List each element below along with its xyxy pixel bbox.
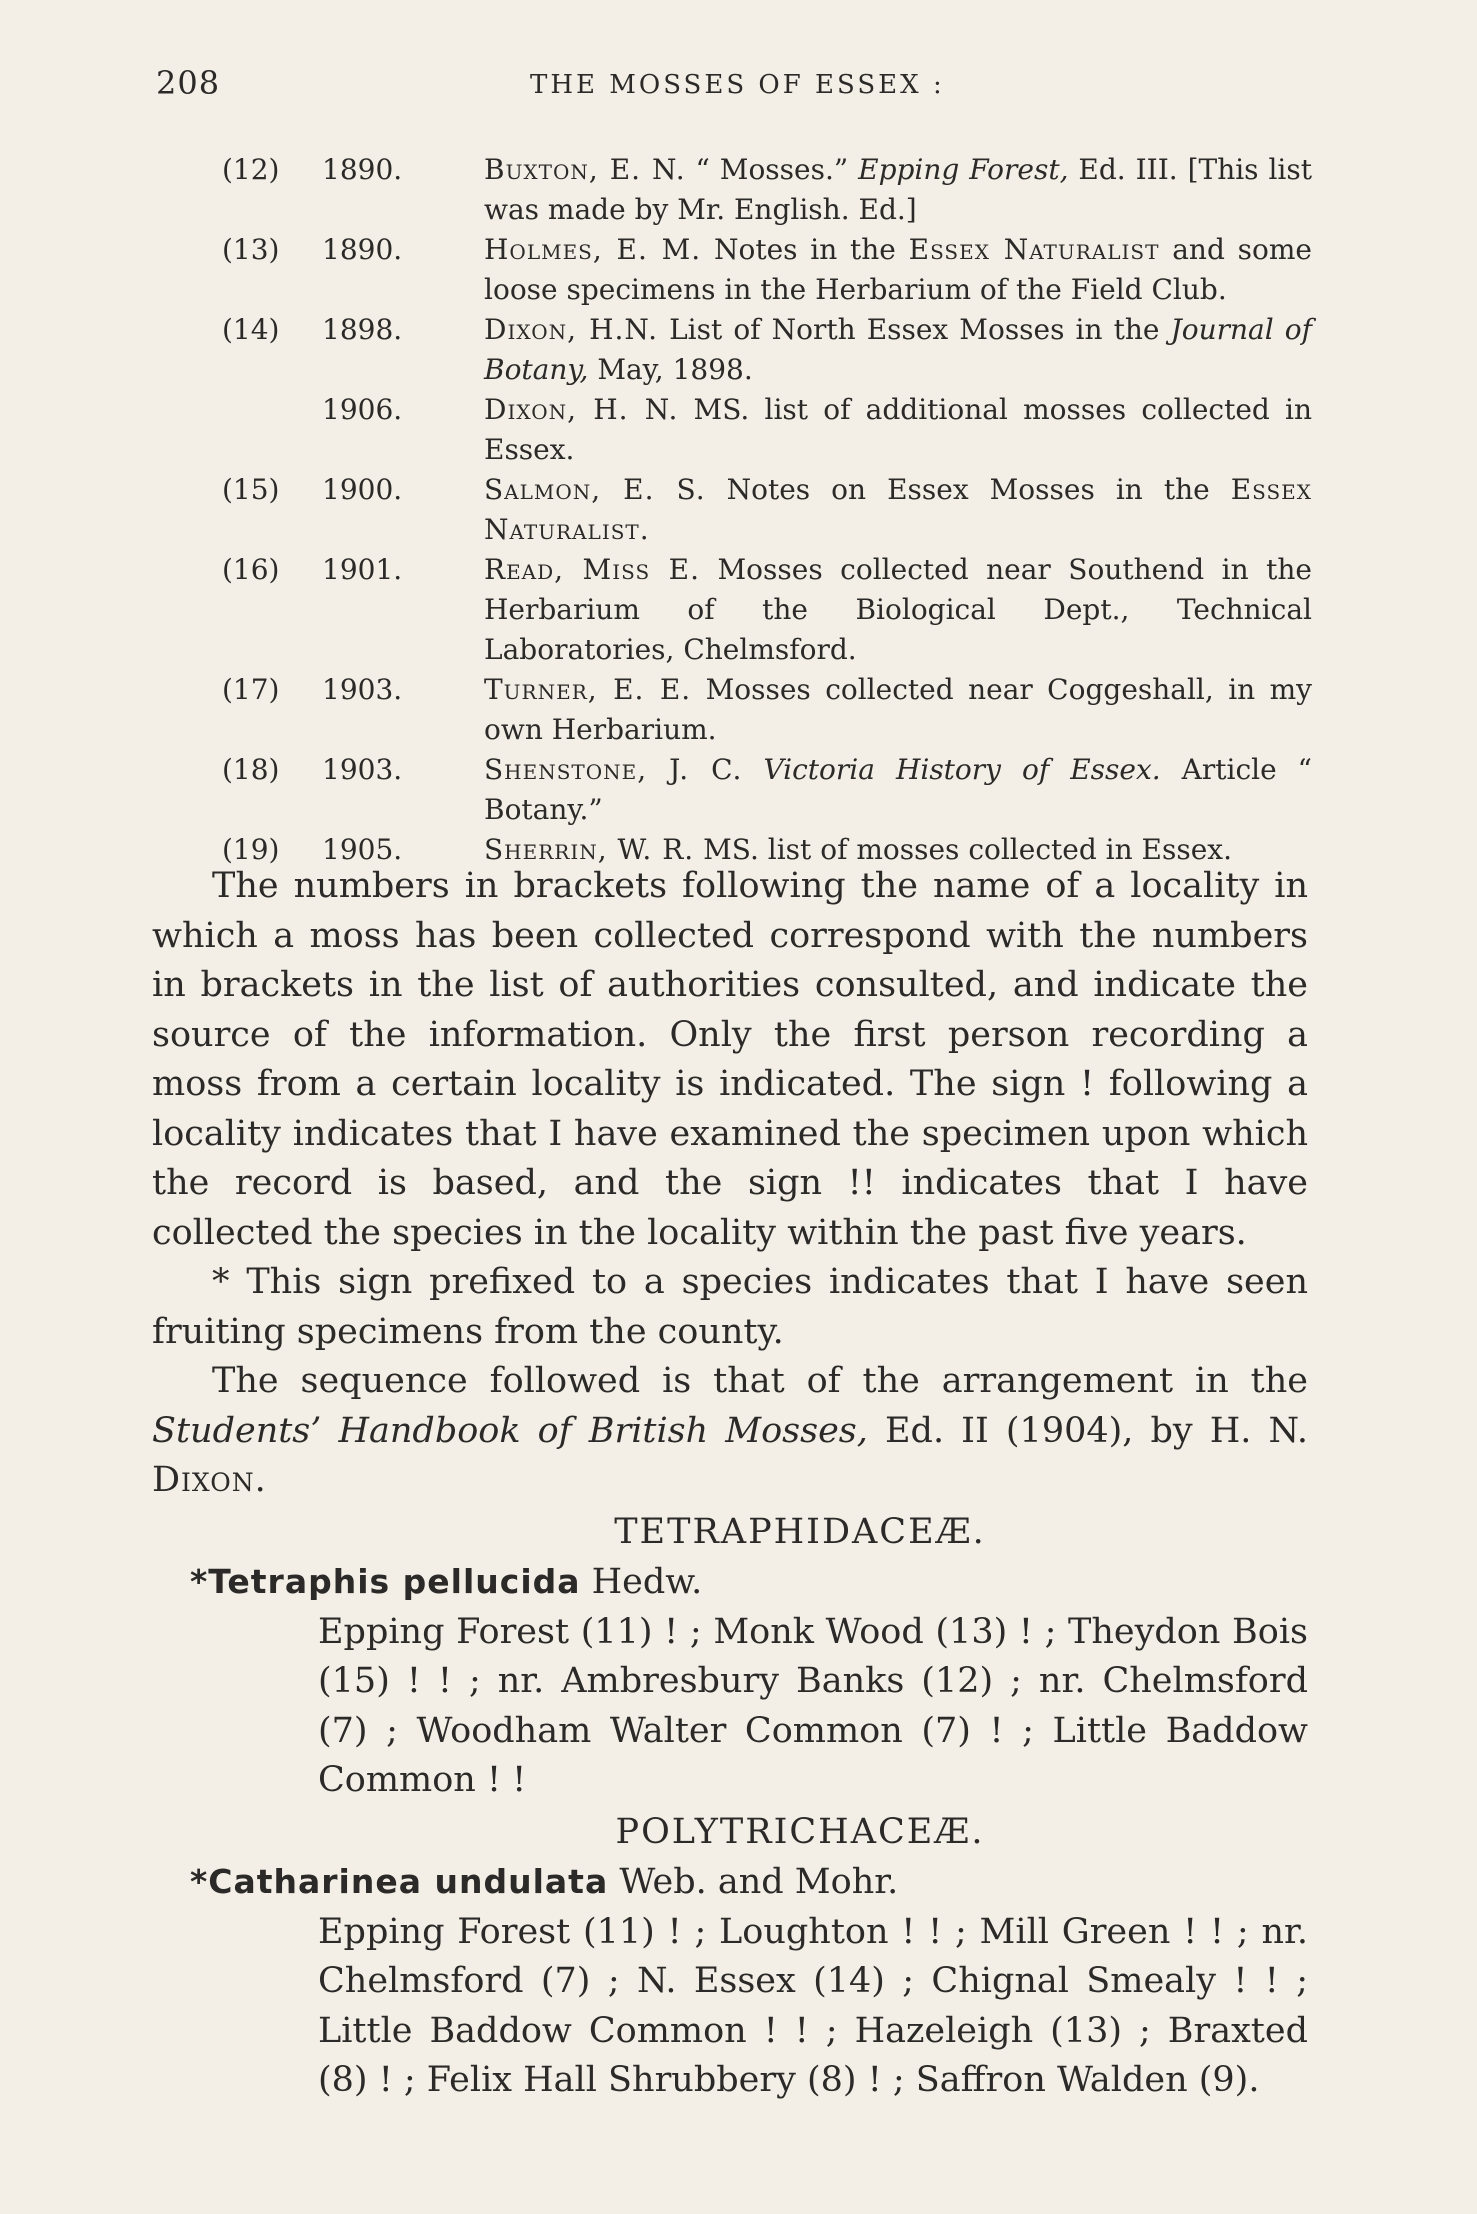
paragraph-asterisk: * This sign prefixed to a species indicates that I have seen fruiting specimens from the county.: [152, 1262, 1308, 1352]
reference-number: (15): [222, 473, 280, 506]
reference-item: [222, 470, 1312, 550]
sequence-text-3: .: [254, 1460, 266, 1500]
species-name: *Tetraphis pellucida: [190, 1562, 581, 1601]
reference-body-end: Article “ Botany.”: [484, 753, 1312, 826]
reference-body: Mosses collected near Coggeshall, in my own Herbarium.: [484, 673, 1312, 746]
handbook-title: Students’ Handbook of British Mosses,: [152, 1410, 868, 1451]
reference-year: 1890.: [322, 233, 403, 266]
reference-year: 1906.: [322, 393, 403, 426]
reference-text: [484, 390, 1312, 470]
reference-author: Holmes, E. M.: [484, 233, 702, 266]
reference-text: [484, 750, 1312, 830]
reference-text: [484, 550, 1312, 670]
reference-item: [222, 390, 1312, 470]
paragraph-sequence: [152, 1357, 1308, 1506]
reference-author: Salmon, E. S.: [484, 473, 706, 506]
reference-body: Mosses collected near Southend in the Herbarium of the Biological Dept., Technical Laboratories, Chelmsford.: [484, 553, 1312, 666]
family-heading: POLYTRICHACEÆ.: [615, 1811, 985, 1852]
species-entry: [190, 1857, 1308, 1908]
reference-author: Shenstone, J. C.: [484, 753, 743, 786]
reference-text: [484, 150, 1312, 230]
reference-italic: Journal of Botany,: [484, 313, 1312, 386]
body-text: [152, 862, 1308, 2106]
sequence-text-2: Ed. II (1904), by H. N.: [867, 1410, 1308, 1451]
reference-year: 1903.: [322, 753, 403, 786]
reference-body: MS. list of mosses collected in Essex.: [694, 833, 1232, 866]
reference-body-end: Ed. III. [This list was made by Mr. English. Ed.]: [484, 153, 1313, 226]
reference-year: 1903.: [322, 673, 403, 706]
reference-italic: Victoria History of Essex.: [763, 753, 1161, 786]
reference-number: (17): [222, 673, 280, 706]
reference-item: [222, 310, 1312, 390]
reference-author: Dixon, H.N.: [484, 313, 659, 346]
reference-year: 1898.: [322, 313, 403, 346]
reference-number: (19): [222, 833, 280, 866]
paragraph-brackets: The numbers in brackets following the name of a locality in which a moss has been collected correspond with the numbers in brackets in the list of authorities consulted, and indicate the source of the information. Only the first person recording a moss from a certain locality is indicated. The sign ! following a locality indicates that I have examined the specimen upon which the record is based, and the sign !! indicates that I have collected the species in the locality within the past five years.: [152, 866, 1308, 1253]
reference-text: [484, 230, 1312, 310]
reference-text: [484, 310, 1312, 390]
reference-body-end: May, 1898.: [588, 353, 753, 386]
reference-number: (18): [222, 753, 280, 786]
species-authority: Hedw.: [580, 1562, 703, 1602]
species-records: Epping Forest (11) ! ; Loughton ! ! ; Mill Green ! ! ; nr. Chelmsford (7) ; N. Essex (14) ; Chignal Smealy ! ! ; Little Baddow Common ! ! ; Hazeleigh (13) ; Braxted (8) ! ; Felix Hall Shrubbery (8) ! ; Saffron Walden (9).: [318, 1911, 1308, 2100]
reference-smallcaps: Essex Naturalist: [908, 233, 1160, 266]
sequence-text: The sequence followed is that of the arrangement in the: [212, 1361, 1308, 1401]
species-records: Epping Forest (11) ! ; Monk Wood (13) ! ; Theydon Bois (15) ! ! ; nr. Ambresbury Banks (12) ; nr. Chelmsford (7) ; Woodham Walter Common (7) ! ; Little Baddow Common ! !: [318, 1611, 1308, 1800]
page-number: 208: [156, 64, 221, 102]
reference-item: [222, 550, 1312, 670]
reference-number: (13): [222, 233, 280, 266]
reference-italic: Epping Forest,: [858, 153, 1069, 186]
reference-smallcaps: Essex Naturalist: [484, 473, 1313, 546]
reference-item: [222, 670, 1312, 750]
species-authority: Web. and Mohr.: [608, 1862, 899, 1902]
family-heading: TETRAPHIDACEÆ.: [614, 1511, 986, 1552]
reference-body-end: .: [639, 513, 649, 546]
running-title: THE MOSSES OF ESSEX :: [530, 70, 945, 100]
reference-author: Turner, E. E.: [484, 673, 692, 706]
reference-body: Notes in the: [701, 233, 909, 266]
reference-text: [484, 470, 1312, 550]
reference-body: [742, 753, 763, 786]
reference-body: MS. list of additional mosses collected in Essex.: [484, 393, 1312, 466]
reference-author: Dixon, H. N.: [484, 393, 679, 426]
reference-text: [484, 670, 1312, 750]
reference-year: 1905.: [322, 833, 403, 866]
reference-author: Read, Miss E.: [484, 553, 700, 586]
reference-year: 1900.: [322, 473, 403, 506]
reference-body: Notes on Essex Mosses in the: [705, 473, 1231, 506]
reference-number: (14): [222, 313, 280, 346]
reference-author: Sherrin, W. R.: [484, 833, 695, 866]
species-entry: [190, 1557, 1308, 1608]
reference-item: [222, 230, 1312, 310]
reference-author: Buxton, E. N.: [484, 153, 686, 186]
author-name: Dixon: [152, 1460, 255, 1500]
reference-year: 1890.: [322, 153, 403, 186]
species-name: *Catharinea undulata: [190, 1862, 609, 1901]
reference-number: (16): [222, 553, 280, 586]
reference-year: 1901.: [322, 553, 403, 586]
reference-number: (12): [222, 153, 280, 186]
reference-list: [222, 150, 1312, 870]
reference-body-end: and some loose specimens in the Herbarium of the Field Club.: [484, 233, 1312, 306]
reference-body: “ Mosses.”: [685, 153, 859, 186]
reference-item: [222, 750, 1312, 830]
reference-body: List of North Essex Mosses in the: [658, 313, 1171, 346]
reference-item: [222, 150, 1312, 230]
